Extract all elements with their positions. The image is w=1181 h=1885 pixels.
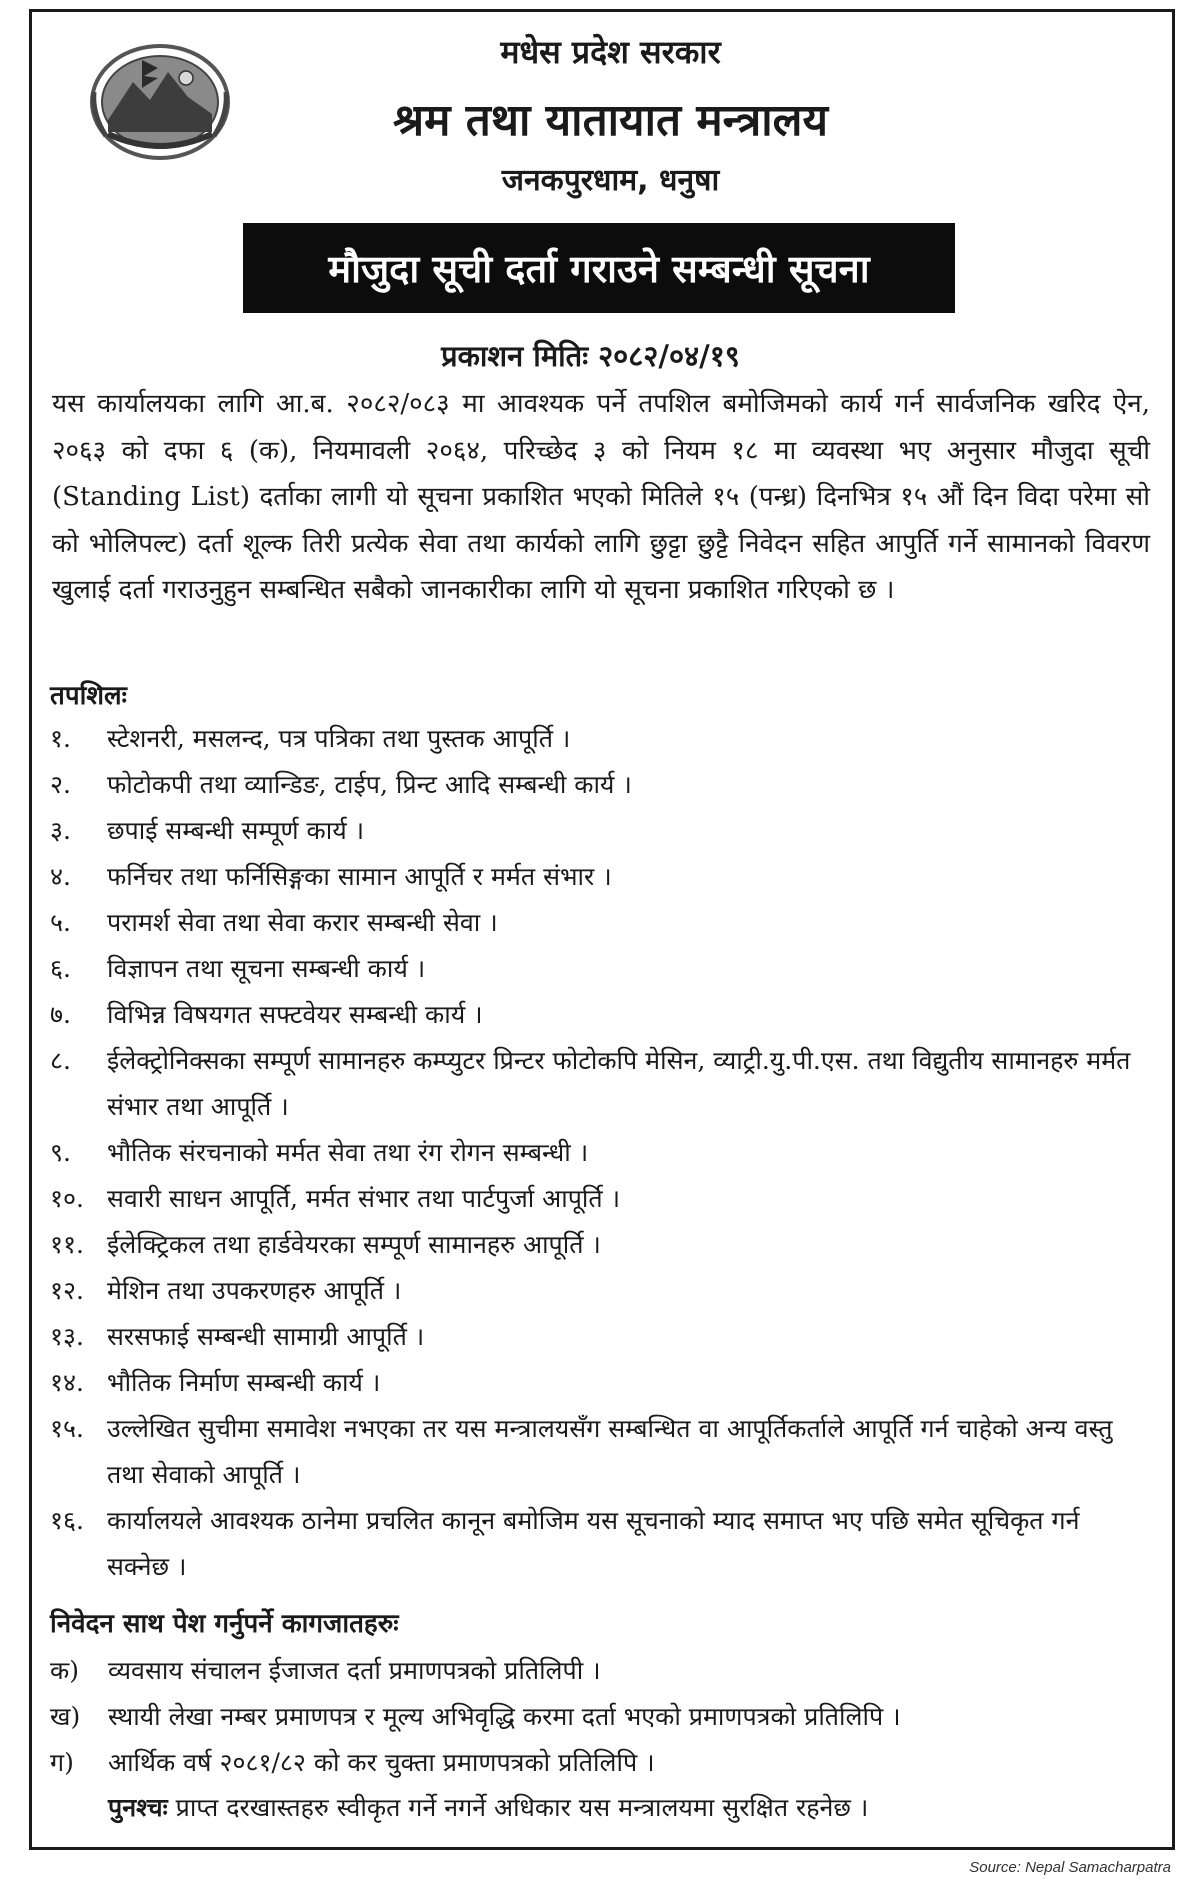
item-text: परामर्श सेवा तथा सेवा करार सम्बन्धी सेवा । — [107, 908, 498, 937]
list-item — [50, 716, 1148, 762]
list-item — [50, 1648, 1148, 1694]
list-item — [50, 1694, 1148, 1740]
item-text: फोटोकपी तथा व्यान्डिङ, टाईप, प्रिन्ट आदि सम्बन्धी कार्य । — [107, 770, 632, 799]
item-number: ४. — [50, 862, 71, 891]
item-number: १२. — [50, 1276, 84, 1305]
item-text: आर्थिक वर्ष २०८१/८२ को कर चुक्ता प्रमाणपत्रको प्रतिलिपि । — [108, 1748, 655, 1777]
item-number: ७. — [50, 1000, 71, 1029]
item-number: ५. — [50, 908, 71, 937]
service-items-list — [50, 716, 1148, 1590]
item-number: १३. — [50, 1322, 84, 1351]
item-number: ३. — [50, 816, 71, 845]
item-number: २. — [50, 770, 71, 799]
item-number: १४. — [50, 1368, 84, 1397]
intro-paragraph: यस कार्यालयका लागि आ.ब. २०८२/०८३ मा आवश्यक पर्ने तपशिल बमोजिमको कार्य गर्न सार्वजनिक खरिद ऐन, २०६३ को दफा ६ (क), नियमावली २०६४, परिच्छेद ३ को नियम १८ मा व्यवस्था भए अनुसार मौजुदा सूची (Standing List) दर्ताका लागी यो सूचना प्रकाशित भएको मितिले १५ (पन्ध्र) दिनभित्र १५ औं दिन विदा परेमा सो को भोलिपल्ट) दर्ता शूल्क तिरी प्रत्येक सेवा तथा कार्यको लागि छुट्टा छुट्टै निवेदन सहित आपुर्ति गर्ने सामानको विवरण खुलाई दर्ता गराउनुहुन सम्बन्धित सबैको जानकारीका लागि यो सूचना प्रकाशित गरिएको छ । — [52, 389, 1150, 605]
item-text: उल्लेखित सुचीमा समावेश नभएका तर यस मन्त्रालयसँग सम्बन्धित वा आपूर्तिकर्ताले आपूर्ति गर्न चाहेको अन्य वस्तु तथा सेवाको आपूर्ति । — [107, 1414, 1113, 1489]
list-item — [50, 854, 1148, 900]
item-text: छपाई सम्बन्धी सम्पूर्ण कार्य । — [107, 816, 365, 845]
list-item — [50, 946, 1148, 992]
item-number: ८. — [50, 1046, 71, 1075]
publication-date-value: २०८२/०४/१९ — [598, 339, 740, 373]
postscript-label: पुनश्चः — [108, 1793, 168, 1822]
list-item — [50, 1176, 1148, 1222]
ministry-name: श्रम तथा यातायात मन्त्रालय — [392, 95, 829, 146]
list-item — [50, 1222, 1148, 1268]
list-item — [50, 1268, 1148, 1314]
item-text: भौतिक निर्माण सम्बन्धी कार्य । — [107, 1368, 381, 1397]
item-number: १५. — [50, 1414, 84, 1443]
item-text: भौतिक संरचनाको मर्मत सेवा तथा रंग रोगन सम्बन्धी । — [107, 1138, 589, 1167]
item-number: १६. — [50, 1506, 84, 1535]
list-item — [50, 762, 1148, 808]
list-item — [50, 1406, 1148, 1498]
item-number: ६. — [50, 954, 71, 983]
item-number: ९. — [50, 1138, 71, 1167]
item-text: फर्निचर तथा फर्निसिङ्गका सामान आपूर्ति र मर्मत संभार । — [107, 862, 612, 891]
item-text: ईलेक्ट्रिकल तथा हार्डवेयरका सम्पूर्ण सामानहरु आपूर्ति । — [107, 1230, 601, 1259]
list-item — [50, 808, 1148, 854]
province-government-name: मधेस प्रदेश सरकार — [500, 33, 721, 71]
tapsil-heading: तपशिलः — [50, 681, 127, 711]
source-credit: Source: Nepal Samacharpatra — [969, 1859, 1171, 1876]
list-item — [50, 1740, 1148, 1786]
item-text: सरसफाई सम्बन्धी सामाग्री आपूर्ति । — [107, 1322, 425, 1351]
postscript-text: प्राप्त दरखास्तहरु स्वीकृत गर्ने नगर्ने अधिकार यस मन्त्रालयमा सुरक्षित रहनेछ । — [175, 1793, 869, 1822]
item-number: १०. — [50, 1184, 84, 1213]
publication-date-line — [0, 336, 1181, 375]
item-text: ईलेक्ट्रोनिक्सका सम्पूर्ण सामानहरु कम्प्युटर प्रिन्टर फोटोकपि मेसिन, व्याट्री.यु.पी.एस. तथा विद्युतीय सामानहरु मर्मत संभार तथा आपूर्ति । — [107, 1046, 1131, 1121]
item-letter: क) — [50, 1656, 79, 1685]
office-location: जनकपुरधाम, धनुषा — [501, 163, 720, 198]
publication-date-label: प्रकाशन मितिः — [441, 339, 589, 373]
item-text: विज्ञापन तथा सूचना सम्बन्धी कार्य । — [107, 954, 426, 983]
item-text: कार्यालयले आवश्यक ठानेमा प्रचलित कानून बमोजिम यस सूचनाको म्याद समाप्त भए पछि समेत सूचिकृत गर्न सक्नेछ । — [107, 1506, 1080, 1581]
list-item — [50, 1360, 1148, 1406]
item-text: व्यवसाय संचालन ईजाजत दर्ता प्रमाणपत्रको प्रतिलिपी । — [108, 1656, 601, 1685]
list-item — [50, 1130, 1148, 1176]
item-text: विभिन्न विषयगत सफ्टवेयर सम्बन्धी कार्य । — [107, 1000, 483, 1029]
required-documents-heading: निवेदन साथ पेश गर्नुपर्ने कागजातहरुः — [50, 1609, 399, 1639]
list-item — [50, 1314, 1148, 1360]
item-text: स्थायी लेखा नम्बर प्रमाणपत्र र मूल्य अभिवृद्धि करमा दर्ता भएको प्रमाणपत्रको प्रतिलिपि । — [108, 1702, 901, 1731]
list-item — [50, 1498, 1148, 1590]
item-number: ११. — [50, 1230, 84, 1259]
item-text: सवारी साधन आपूर्ति, मर्मत संभार तथा पार्टपुर्जा आपूर्ति । — [107, 1184, 621, 1213]
item-text: स्टेशनरी, मसलन्द, पत्र पत्रिका तथा पुस्तक आपूर्ति । — [107, 724, 571, 753]
item-letter: ख) — [50, 1702, 81, 1731]
item-text: मेशिन तथा उपकरणहरु आपूर्ति । — [107, 1276, 402, 1305]
list-item — [50, 900, 1148, 946]
notice-title-banner — [243, 223, 955, 313]
item-letter: ग) — [50, 1748, 74, 1777]
list-item — [50, 1038, 1148, 1130]
list-item — [50, 992, 1148, 1038]
item-number: १. — [50, 724, 71, 753]
notice-title: मौजुदा सूची दर्ता गराउने सम्बन्धी सूचना — [328, 247, 870, 291]
postscript-line — [108, 1790, 868, 1824]
required-documents-list — [50, 1648, 1148, 1786]
